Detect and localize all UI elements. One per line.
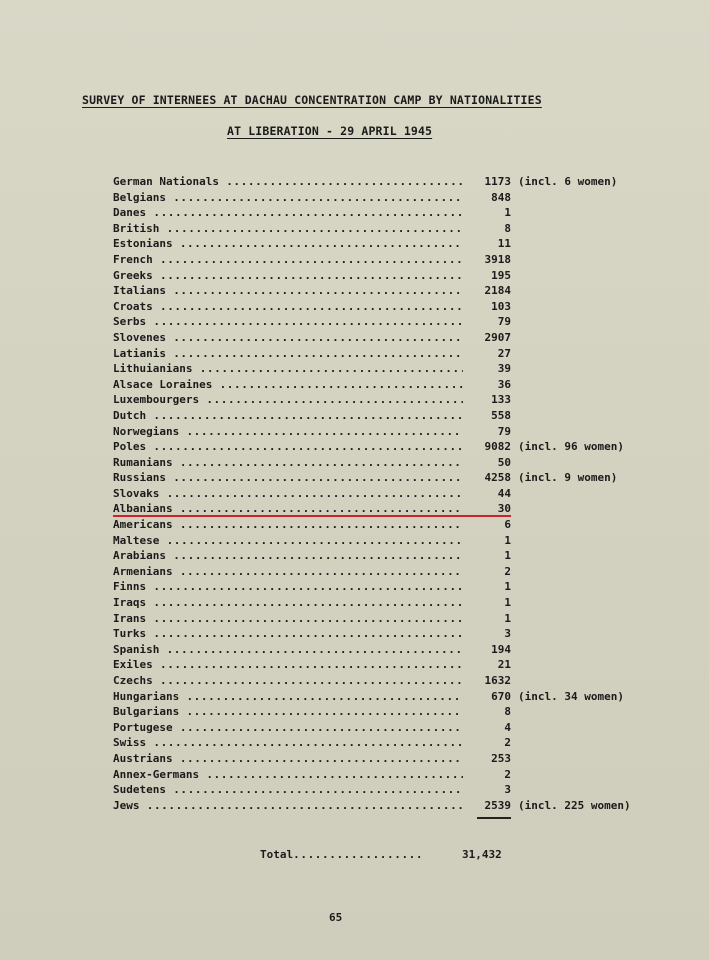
table-row (113, 548, 673, 564)
internee-count: 3 (504, 783, 511, 797)
internee-count: 1 (504, 206, 511, 220)
internee-count: 1 (504, 611, 511, 625)
nationality-name: Danes ..... (113, 205, 463, 221)
table-row (113, 424, 673, 440)
internee-count: 8 (504, 705, 511, 719)
internee-count: 36 (497, 377, 511, 391)
nationality-name: Russians ..... (113, 470, 463, 486)
nationality-name: Czechs ..... (113, 673, 463, 689)
table-row (113, 642, 673, 658)
internee-count: 558 (491, 408, 511, 422)
table-row (113, 283, 673, 299)
table-row (113, 673, 673, 689)
sum-underline (477, 817, 511, 819)
nationality-name: Arabians ..... (113, 548, 463, 564)
internee-count: 2907 (484, 330, 511, 344)
table-row (113, 657, 673, 673)
nationality-name: French ..... (113, 252, 463, 268)
internee-count: 27 (497, 346, 511, 360)
nationality-name: Exiles ..... (113, 657, 463, 673)
nationality-name: Rumanians ..... (113, 455, 463, 471)
table-row (113, 689, 673, 705)
nationality-name: Italians ..... (113, 283, 463, 299)
nationality-name: Irans ..... (113, 611, 463, 627)
table-row (113, 517, 673, 533)
nationality-name: Dutch ..... (113, 408, 463, 424)
table-row (113, 533, 673, 549)
nationality-name: Bulgarians ..... (113, 704, 463, 720)
nationality-name: Poles ..... (113, 439, 463, 455)
table-row (113, 564, 673, 580)
internee-count: 195 (491, 268, 511, 282)
internee-count: 11 (497, 237, 511, 251)
women-note: (incl. 34 women) (518, 689, 624, 703)
internee-count: 2 (504, 736, 511, 750)
table-row (113, 767, 673, 783)
internee-count: 44 (497, 486, 511, 500)
nationality-name: Latianis ..... (113, 346, 463, 362)
nationality-name: Americans ..... (113, 517, 463, 533)
nationality-name: Spanish ..... (113, 642, 463, 658)
nationality-name: Croats ..... (113, 299, 463, 315)
internee-count: 848 (491, 190, 511, 204)
nationality-name: Hungarians ..... (113, 689, 463, 705)
internee-count: 133 (491, 393, 511, 407)
table-row (113, 470, 673, 486)
internee-count: 253 (491, 751, 511, 765)
internee-count: 6 (504, 518, 511, 532)
nationality-name: Belgians ..... (113, 190, 463, 206)
women-note: (incl. 96 women) (518, 440, 624, 454)
internee-count: 1 (504, 596, 511, 610)
nationality-name: Sudetens ..... (113, 782, 463, 798)
table-row (113, 190, 673, 206)
women-note: (incl. 225 women) (518, 798, 631, 812)
document-subtitle: AT LIBERATION - 29 APRIL 1945 (227, 124, 433, 138)
nationality-name: Iraqs ..... (113, 595, 463, 611)
table-row (113, 174, 673, 190)
document-title: SURVEY OF INTERNEES AT DACHAU CONCENTRATION CAMP BY NATIONALITIES (82, 93, 542, 107)
nationality-name: Swiss ..... (113, 735, 463, 751)
table-row (113, 735, 673, 751)
internee-count: 2 (504, 564, 511, 578)
page-number: 65 (329, 911, 343, 924)
nationality-name: Lithuianians ..... (113, 361, 463, 377)
nationality-name: Slovaks ..... (113, 486, 463, 502)
internee-count: 1 (504, 549, 511, 563)
table-row (113, 595, 673, 611)
table-row (113, 626, 673, 642)
table-row (113, 579, 673, 595)
internee-count: 1 (504, 533, 511, 547)
nationality-name: Alsace Loraines ..... (113, 377, 463, 393)
nationality-name: German Nationals ..... (113, 174, 463, 190)
total-row (260, 848, 502, 861)
internee-count: 670 (491, 689, 511, 703)
internee-count: 1 (504, 580, 511, 594)
table-row (113, 408, 673, 424)
nationality-name: Slovenes ..... (113, 330, 463, 346)
nationality-name: Serbs ..... (113, 314, 463, 330)
internee-count: 2184 (484, 284, 511, 298)
nationality-name: Turks ..... (113, 626, 463, 642)
internee-count: 3 (504, 627, 511, 641)
nationality-name: Estonians ..... (113, 236, 463, 252)
table-row (113, 221, 673, 237)
nationality-name: Armenians ..... (113, 564, 463, 580)
internee-count: 2539 (484, 798, 511, 812)
internee-count: 1173 (484, 175, 511, 188)
table-row (113, 330, 673, 346)
table-row (113, 205, 673, 221)
women-note: (incl. 9 women) (518, 471, 618, 485)
table-row (113, 299, 673, 315)
table-row (113, 720, 673, 736)
nationality-name: Jews ..... (113, 798, 463, 814)
internee-count: 21 (497, 658, 511, 672)
nationality-name: Portugese ..... (113, 720, 463, 736)
red-highlight-line (113, 515, 511, 517)
nationality-name: Albanians ..... (113, 501, 463, 517)
internee-count: 194 (491, 642, 511, 656)
nationality-name: Maltese ..... (113, 533, 463, 549)
total-label: Total (260, 848, 294, 861)
table-row (113, 782, 673, 798)
nationality-name: British ..... (113, 221, 463, 237)
total-value: 31,432 (462, 848, 502, 861)
table-row (113, 346, 673, 362)
table-row (113, 751, 673, 767)
internee-count: 4 (504, 720, 511, 734)
table-row (113, 392, 673, 408)
table-row (113, 611, 673, 627)
women-note: (incl. 6 women) (518, 175, 618, 188)
table-row (113, 268, 673, 284)
internee-count: 79 (497, 315, 511, 329)
internee-count: 2 (504, 767, 511, 781)
internee-count: 79 (497, 424, 511, 438)
table-row (113, 486, 673, 502)
nationality-name: Finns ..... (113, 579, 463, 595)
table-row (113, 798, 673, 814)
internee-count: 9082 (484, 440, 511, 454)
internee-count: 4258 (484, 471, 511, 485)
table-row (113, 439, 673, 455)
total-dots: .................. (293, 848, 424, 861)
internee-count: 103 (491, 299, 511, 313)
table-row (113, 252, 673, 268)
internee-count: 3918 (484, 252, 511, 266)
internee-count: 1632 (484, 674, 511, 687)
nationality-name: Annex-Germans ..... (113, 767, 463, 783)
nationality-name: Luxembourgers ..... (113, 392, 463, 408)
table-row (113, 314, 673, 330)
table-row (113, 455, 673, 471)
table-row (113, 704, 673, 720)
nationality-name: Greeks ..... (113, 268, 463, 284)
nationality-name: Austrians ..... (113, 751, 463, 767)
table-row (113, 377, 673, 393)
table-row (113, 236, 673, 252)
internee-count: 8 (504, 221, 511, 235)
nationality-table (113, 174, 673, 813)
internee-count: 39 (497, 362, 511, 376)
table-row (113, 361, 673, 377)
nationality-name: Norwegians ..... (113, 424, 463, 440)
internee-count: 30 (497, 502, 511, 516)
internee-count: 50 (497, 455, 511, 469)
